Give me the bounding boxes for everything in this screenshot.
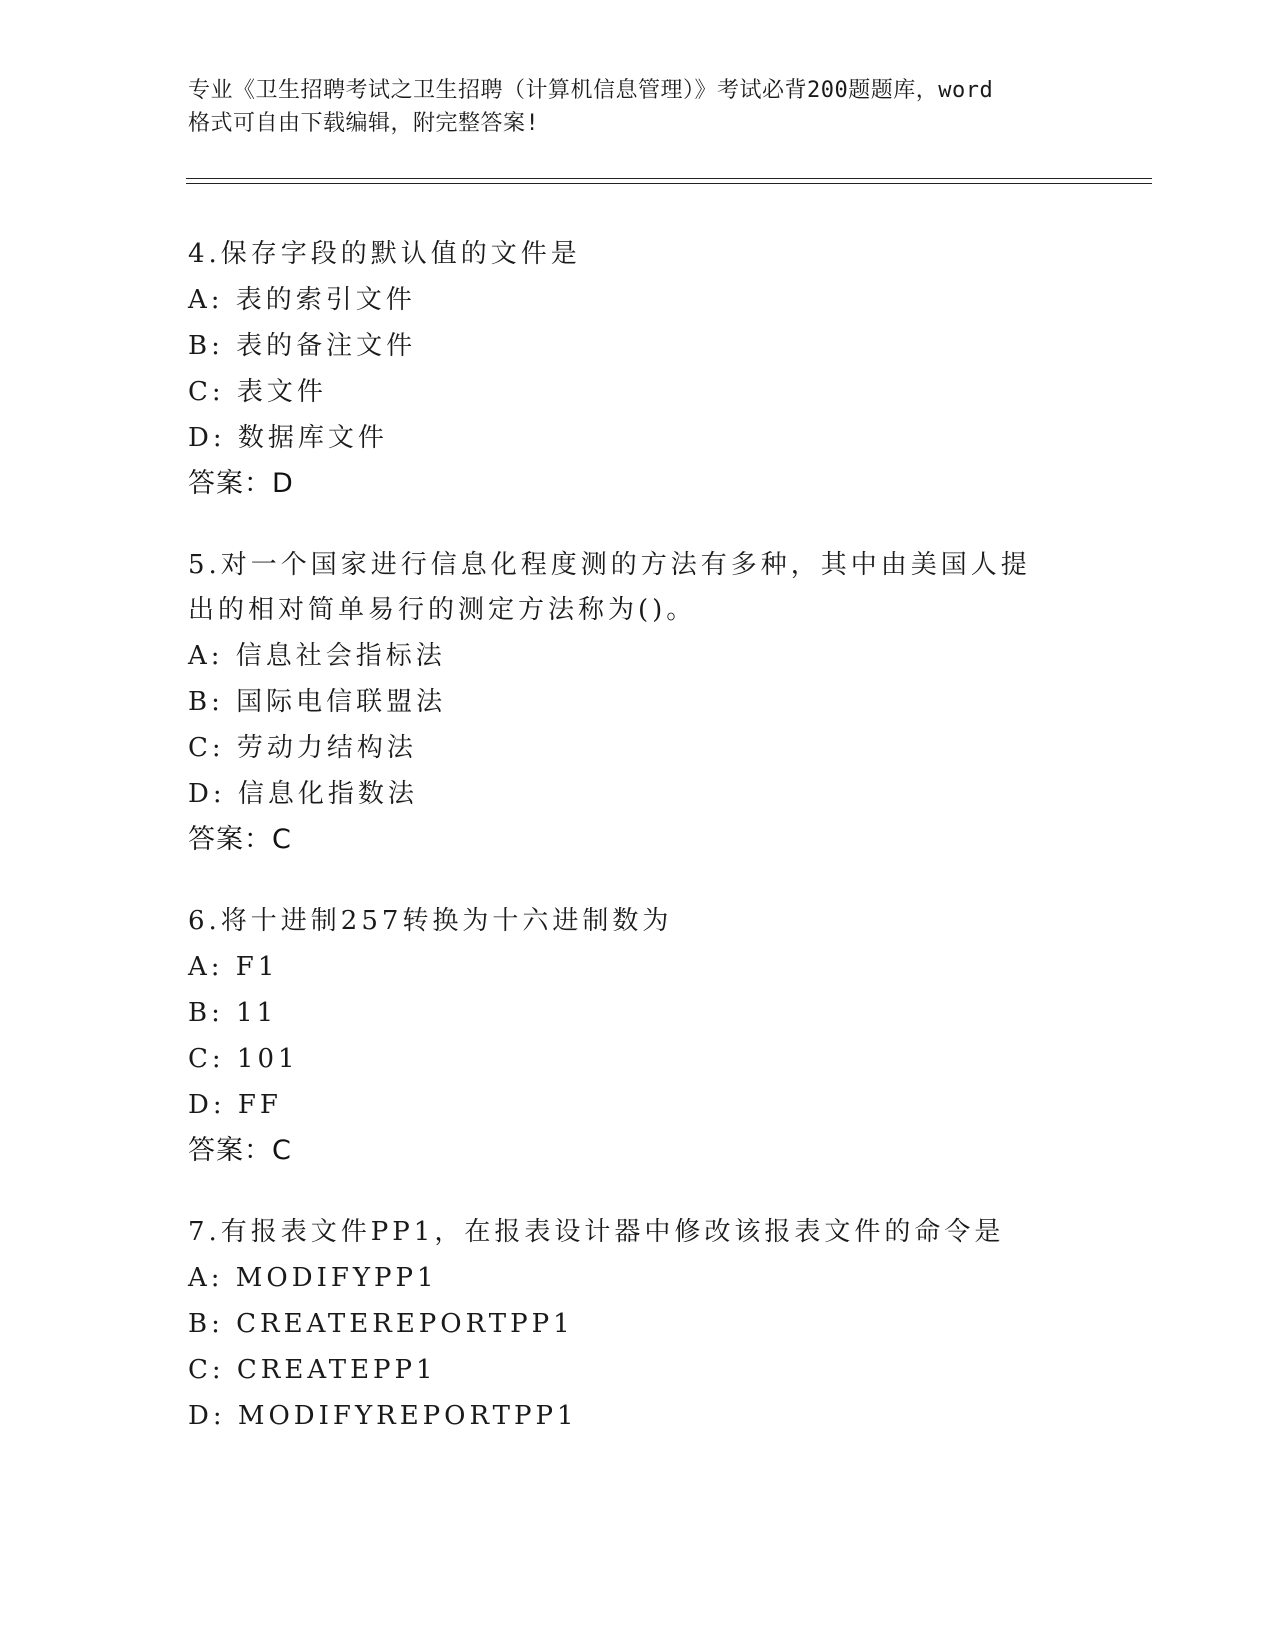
- header-divider-top: [186, 178, 1152, 179]
- option-d: D: 数据库文件: [188, 423, 388, 453]
- question-stem: 4.保存字段的默认值的文件是: [188, 239, 581, 269]
- option-b: B: 表的备注文件: [188, 331, 417, 361]
- option-a: A: 表的索引文件: [188, 285, 416, 315]
- header-line-1: 专业《卫生招聘考试之卫生招聘（计算机信息管理）》考试必背200题题库，word: [188, 78, 994, 103]
- option-c: C: 劳动力结构法: [188, 733, 417, 763]
- option-d: D: MODIFYREPORTPP1: [188, 1401, 578, 1431]
- option-b: B: CREATEREPORTPP1: [188, 1309, 574, 1339]
- question-stem: 6.将十进制257转换为十六进制数为: [188, 906, 673, 936]
- header-line-2: 格式可自由下载编辑，附完整答案!: [188, 111, 540, 136]
- option-a: A: F1: [188, 952, 279, 982]
- question-4: [188, 232, 1128, 507]
- question-5: [188, 543, 1128, 863]
- option-b: B: 11: [188, 998, 278, 1028]
- document-header: [188, 74, 1088, 140]
- option-c: C: CREATEPP1: [188, 1355, 437, 1385]
- option-d: D: 信息化指数法: [188, 779, 418, 809]
- header-divider-bottom: [186, 183, 1152, 184]
- answer-label: 答案：D: [188, 468, 294, 499]
- option-a: A: 信息社会指标法: [188, 641, 446, 671]
- option-a: A: MODIFYPP1: [188, 1263, 438, 1293]
- answer-label: 答案：C: [188, 824, 292, 855]
- option-b: B: 国际电信联盟法: [188, 687, 447, 717]
- option-d: D: FF: [188, 1090, 282, 1120]
- option-c: C: 表文件: [188, 377, 327, 407]
- question-stem: 5.对一个国家进行信息化程度测的方法有多种，其中由美国人提出的相对简单易行的测定方法称为()。: [188, 550, 1031, 625]
- answer-label: 答案：C: [188, 1135, 292, 1166]
- question-6: [188, 899, 1128, 1174]
- option-c: C: 101: [188, 1044, 299, 1074]
- question-stem: 7.有报表文件PP1，在报表设计器中修改该报表文件的命令是: [188, 1217, 1005, 1247]
- question-list: [188, 232, 1128, 1475]
- question-7: [188, 1210, 1128, 1439]
